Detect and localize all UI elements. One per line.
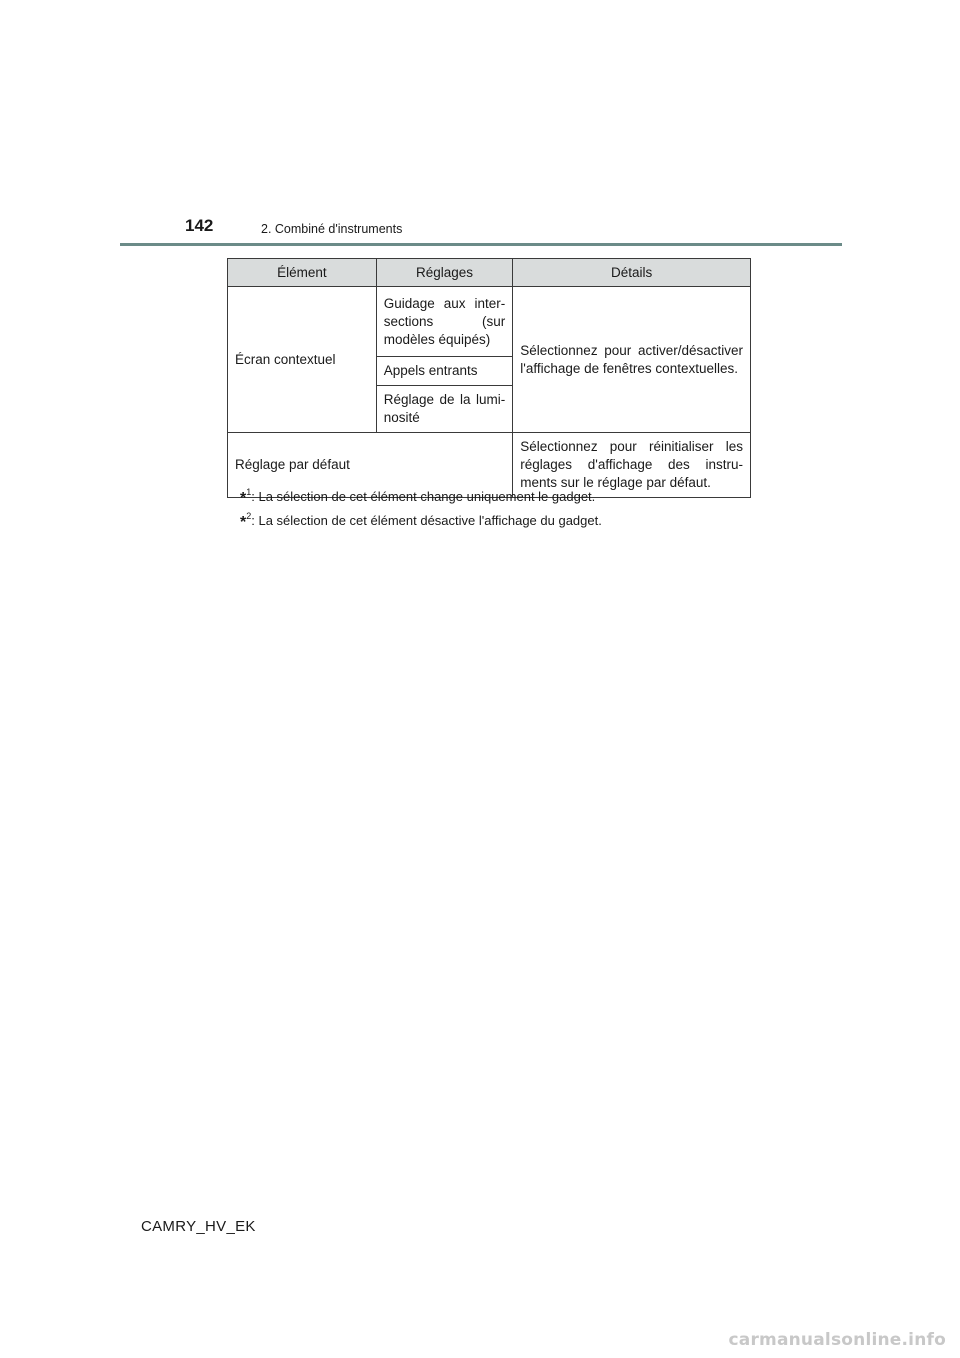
- footnote-number: 2: [246, 511, 252, 521]
- column-header-details: Détails: [513, 259, 751, 287]
- cell-setting-intersection-guidance: Guidage aux inter- sections (sur modèles équipés): [376, 287, 513, 357]
- model-code: CAMRY_HV_EK: [141, 1218, 256, 1235]
- cell-item-default-setting: Réglage par défaut: [228, 433, 513, 498]
- footnote-text: : La sélection de cet élément désactive l'affichage du gadget.: [251, 513, 602, 528]
- cell-setting-incoming-calls: Appels entrants: [376, 357, 513, 386]
- footnote-2: [240, 511, 602, 530]
- page-number: 142: [185, 216, 214, 235]
- section-title: 2. Combiné d'instruments: [261, 222, 403, 236]
- watermark-text: carmanualsonline.info: [728, 1330, 946, 1350]
- cell-details-popup: Sélectionnez pour activer/désactiver l'affichage de fenêtres contextuelles.: [513, 287, 751, 433]
- cell-setting-brightness: Réglage de la lumi- nosité: [376, 386, 513, 433]
- footnote-mark: *: [240, 514, 247, 531]
- header-rule: [120, 243, 842, 246]
- footnote-mark: *: [240, 490, 247, 507]
- footnote-number: 1: [246, 487, 252, 497]
- column-header-item: Élément: [228, 259, 377, 287]
- footnote-1: [240, 487, 595, 506]
- cell-item-popup-screen: Écran contextuel: [228, 287, 377, 433]
- cell-details-default: Sélectionnez pour réinitialiser les réglages d'affichage des instru- ments sur le réglage par défaut.: [513, 433, 751, 498]
- footnote-text: : La sélection de cet élément change uniquement le gadget.: [251, 489, 596, 504]
- table-header-row: [228, 259, 751, 287]
- table-row: [228, 287, 751, 357]
- column-header-settings: Réglages: [376, 259, 513, 287]
- settings-table: [227, 258, 751, 498]
